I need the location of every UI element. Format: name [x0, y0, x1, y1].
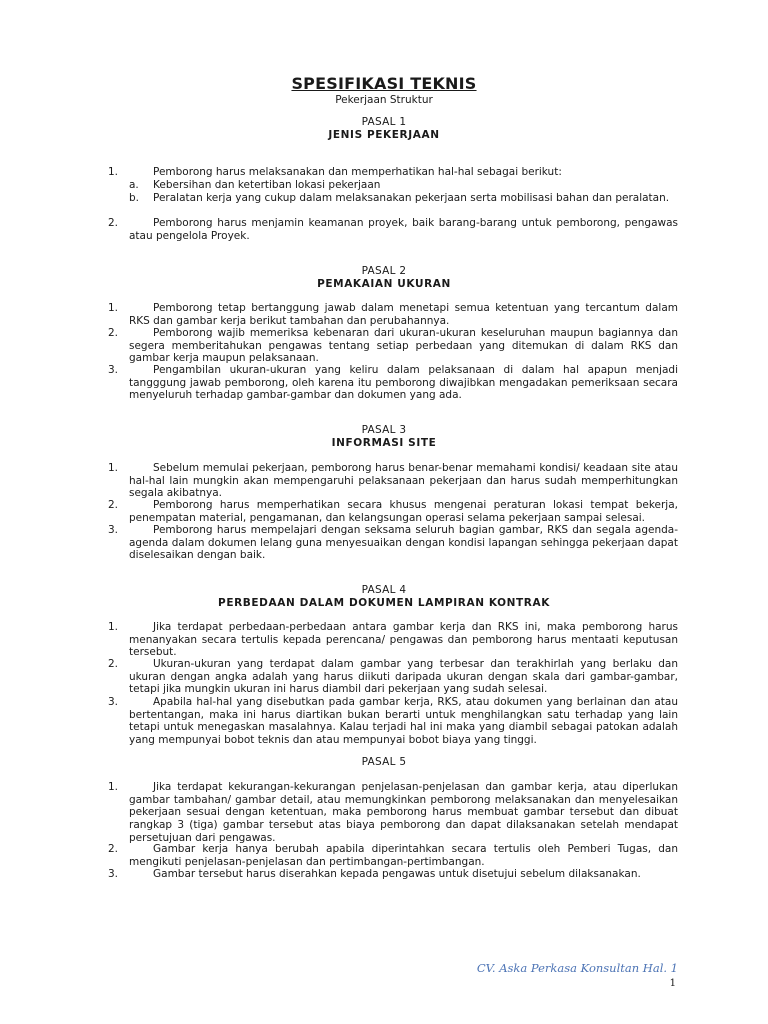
item-text: Pemborong harus menjamin keamanan proyek, baik barang-barang untuk pemborong, pengawas atau pengelola Proyek. — [129, 217, 678, 242]
item-text: Gambar kerja hanya berubah apabila diperintahkan secara tertulis oleh Pemberi Tugas, dan mengikuti penjelasan-penjelasan dan pertimbangan-pertimbangan. — [129, 843, 678, 868]
section-2-number: PASAL 2 — [361, 265, 407, 277]
section-5-number: PASAL 5 — [361, 756, 407, 768]
sub-item-label: a. — [129, 179, 139, 191]
item-text: Pemborong harus mempelajari dengan seksama seluruh bagian gambar, RKS dan segala agenda-agenda dalam dokumen lelang guna menyesuaikan dengan kondisi lapangan sehingga pekerjaan dapat diselesaikan dengan baik. — [129, 524, 678, 562]
sub-item-label: b. — [129, 192, 140, 204]
item-number: 3. — [108, 868, 119, 880]
section-2-header — [0, 265, 768, 291]
item-number: 1. — [108, 781, 119, 793]
item-text: Gambar tersebut harus diserahkan kepada pengawas untuk disetujui sebelum dilaksanakan. — [153, 868, 641, 880]
section-1-title: JENIS PEKERJAAN — [328, 129, 440, 141]
item-text: Sebelum memulai pekerjaan, pemborong harus benar-benar memahami kondisi/ keadaan site atau hal-hal lain mungkin akan mempengaruhi pelaksanaan pekerjaan dan harus sudah memperhitungkan segala akibatnya. — [129, 462, 678, 500]
item-number: 2. — [108, 658, 119, 670]
item-text: Pemborong wajib memeriksa kebenaran dari ukuran-ukuran keseluruhan maupun bagiannya dan segera memberitahukan pengawas tentang setiap perbedaan yang ditemukan di dalam RKS dan gambar kerja maupun pelaksanaan. — [129, 327, 678, 365]
sub-item-text: Peralatan kerja yang cukup dalam melaksanakan pekerjaan serta mobilisasi bahan dan peralatan. — [153, 192, 670, 204]
footer-company: CV. Aska Perkasa Konsultan Hal. 1 — [476, 961, 678, 975]
section-4-header — [0, 584, 768, 610]
item-number: 2. — [108, 499, 119, 511]
item-number: 1. — [108, 621, 119, 633]
item-text: Apabila hal-hal yang disebutkan pada gambar kerja, RKS, atau dokumen yang berlainan dan atau bertentangan, maka ini harus diartikan bukan berarti untuk menghilangkan satu terhadap yang lain tetapi untuk menegaskan masalahnya. Kalau terjadi hal ini maka yang diambil sebagai patokan adalah yang mempunyai bobot teknis dan atau mempunyai bobot biaya yang tinggi. — [129, 696, 678, 747]
item-number: 1. — [108, 462, 119, 474]
section-3-header — [0, 424, 768, 450]
section-5-header — [0, 756, 768, 769]
item-number: 1. — [108, 166, 119, 178]
item-number: 2. — [108, 843, 119, 855]
document-title: SPESIFIKASI TEKNIS — [291, 74, 477, 93]
section-1-number: PASAL 1 — [361, 116, 407, 128]
item-number: 2. — [108, 217, 119, 229]
item-text: Pemborong harus melaksanakan dan memperhatikan hal-hal sebagai berikut: — [153, 166, 562, 178]
item-number: 2. — [108, 327, 119, 339]
section-1-header — [0, 116, 768, 142]
section-3-number: PASAL 3 — [361, 424, 407, 436]
section-4-title: PERBEDAAN DALAM DOKUMEN LAMPIRAN KONTRAK — [218, 597, 550, 609]
item-number: 1. — [108, 302, 119, 314]
sub-item-text: Kebersihan dan ketertiban lokasi pekerjaan — [153, 179, 381, 191]
item-text: Pemborong tetap bertanggung jawab dalam menetapi semua ketentuan yang tercantum dalam RKS dan gambar kerja berikut tambahan dan perubahannya. — [129, 302, 678, 327]
page-number: 1 — [669, 978, 676, 989]
item-text: Ukuran-ukuran yang terdapat dalam gambar yang terbesar dan terakhirlah yang berlaku dan ukuran dengan angka adalah yang harus diikuti daripada ukuran dengan skala dari gambar-gambar, tetapi jika mungkin ukuran ini harus diambil dari pekerjaan yang sudah selesai. — [129, 658, 678, 696]
item-number: 3. — [108, 364, 119, 376]
item-number: 3. — [108, 696, 119, 708]
item-text: Jika terdapat kekurangan-kekurangan penjelasan-penjelasan dan gambar kerja, atau diperlukan gambar tambahan/ gambar detail, atau memungkinkan pemborong melaksanakan dan menyelesaikan pekerjaan sesuai dengan ketentuan, maka pemborong harus membuat gambar tersebut dan dibuat rangkap 3 (tiga) gambar tersebut atas biaya pemborong dan dapat dilaksanakan setelah mendapat persetujuan dari pengawas. — [129, 781, 678, 844]
item-text: Pengambilan ukuran-ukuran yang keliru dalam pelaksanaan di dalam hal apapun menjadi tangggung jawab pemborong, oleh karena itu pemborong diwajibkan mengadakan pemeriksaan secara menyeluruh terhadap gambar-gambar dan dokumen yang ada. — [129, 364, 678, 402]
item-number: 3. — [108, 524, 119, 536]
item-text: Pemborong harus memperhatikan secara khusus mengenai peraturan lokasi tempat bekerja, penempatan material, pengamanan, dan kelangsungan operasi selama pekerjaan sampai selesai. — [129, 499, 678, 524]
item-text: Jika terdapat perbedaan-perbedaan antara gambar kerja dan RKS ini, maka pemborong harus menanyakan secara tertulis kepada perencana/ pengawas dan pemborong harus mentaati keputusan tersebut. — [129, 621, 678, 659]
document-subtitle: Pekerjaan Struktur — [335, 94, 433, 106]
section-3-title: INFORMASI SITE — [331, 437, 437, 449]
section-4-number: PASAL 4 — [361, 584, 407, 596]
section-2-title: PEMAKAIAN UKURAN — [317, 278, 451, 290]
